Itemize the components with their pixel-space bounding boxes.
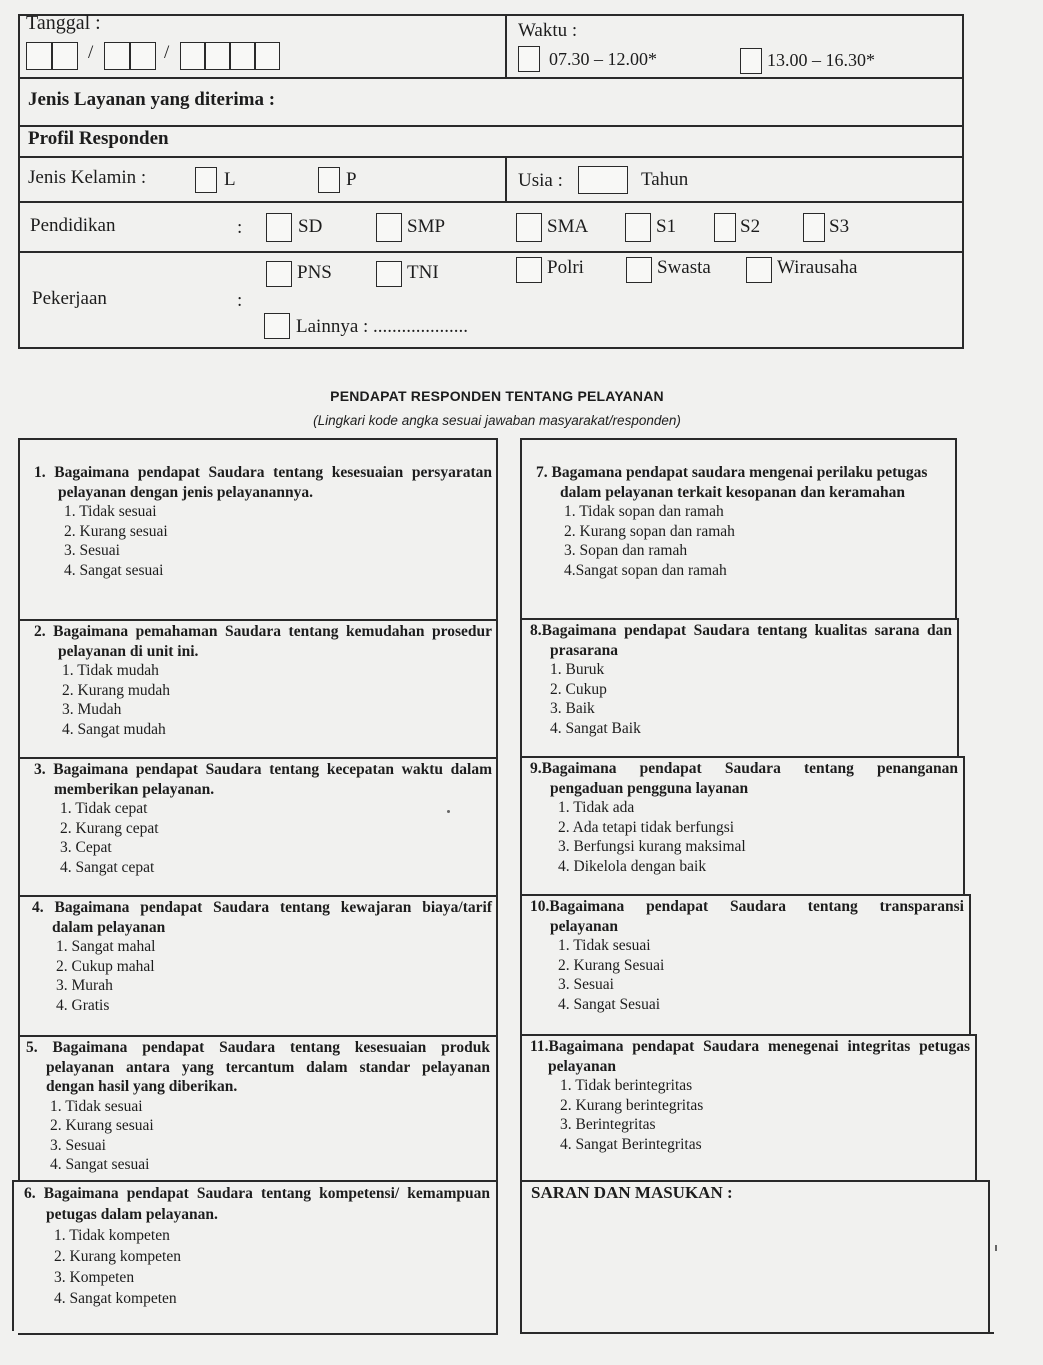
divider	[520, 894, 970, 896]
pekerjaan-pns-label: PNS	[297, 262, 332, 283]
question-7-option-4[interactable]: 4.Sangat sopan dan ramah	[564, 561, 727, 579]
question-3-option-2[interactable]: 2. Kurang cepat	[60, 819, 159, 837]
divider	[520, 618, 958, 620]
question-10-option-1[interactable]: 1. Tidak sesuai	[558, 937, 651, 954]
right-panel-edge	[969, 894, 971, 1034]
right-panel-edge	[975, 1034, 977, 1180]
divider	[520, 1034, 976, 1036]
pekerjaan-swasta-checkbox[interactable]	[626, 257, 652, 283]
question-5-option-2[interactable]: 2. Kurang sesuai	[50, 1117, 154, 1134]
pekerjaan-polri-checkbox[interactable]	[516, 257, 542, 283]
question-3-option-3[interactable]: 3. Cepat	[60, 839, 112, 856]
speck	[447, 810, 450, 813]
question-6	[24, 1183, 490, 1309]
divider	[18, 1035, 496, 1037]
saran-masukan-area[interactable]	[524, 1208, 984, 1328]
question-2-text: 2. Bagaimana pemahaman Saudara tentang kemudahan prosedur pelayanan di unit ini.	[34, 623, 492, 660]
pekerjaan-wirausaha-label: Wirausaha	[777, 257, 858, 278]
divider	[18, 619, 496, 621]
jenis-kelamin-label: Jenis Kelamin :	[28, 167, 147, 188]
speck	[995, 1245, 997, 1251]
divider	[520, 438, 956, 440]
question-6-option-4[interactable]: 4. Sangat kompeten	[54, 1290, 177, 1307]
pendidikan-s3-checkbox[interactable]	[803, 213, 825, 242]
question-1-text: 1. Bagaimana pendapat Saudara tentang kesesuaian persyaratan pelayanan dengan jenis pelayanannya.	[34, 464, 492, 501]
divider	[520, 1332, 994, 1334]
waktu-afternoon-checkbox[interactable]	[740, 48, 762, 74]
pendidikan-smp-checkbox[interactable]	[376, 213, 402, 242]
divider	[505, 156, 507, 201]
question-7-text: 7. Bagamana pendapat saudara mengenai perilaku petugas dalam pelayanan terkait kesopanan dan keramahan	[536, 464, 928, 501]
gender-p-checkbox[interactable]	[318, 167, 340, 193]
question-6-option-1[interactable]: 1. Tidak kompeten	[54, 1227, 170, 1244]
question-5-option-1[interactable]: 1. Tidak sesuai	[50, 1097, 143, 1115]
question-1-option-2[interactable]: 2. Kurang sesuai	[64, 522, 168, 540]
profil-responden-heading: Profil Responden	[28, 128, 169, 149]
gender-l-label: L	[224, 169, 236, 190]
pekerjaan-polri-label: Polri	[547, 257, 584, 278]
question-8-option-2[interactable]: 2. Cukup	[550, 680, 607, 698]
question-10	[530, 897, 964, 1014]
pendidikan-colon: :	[237, 217, 243, 238]
question-3-text: 3. Bagaimana pendapat Saudara tentang kecepatan waktu dalam memberikan pelayanan.	[34, 761, 492, 798]
date-year-box-1[interactable]	[180, 42, 205, 70]
divider	[18, 125, 964, 127]
pendidikan-sd-label: SD	[298, 216, 323, 237]
question-9-text: 9.Bagaimana pendapat Saudara tentang penanganan pengaduan pengguna layanan	[530, 760, 958, 797]
pekerjaan-tni-label: TNI	[407, 262, 439, 283]
waktu-label: Waktu :	[518, 20, 578, 41]
question-9-option-2[interactable]: 2. Ada tetapi tidak berfungsi	[558, 818, 735, 836]
question-8	[530, 621, 952, 738]
date-separator: /	[88, 42, 94, 63]
right-panel-edge	[963, 756, 965, 894]
question-8-option-1[interactable]: 1. Buruk	[550, 661, 605, 678]
question-4-option-3[interactable]: 3. Murah	[56, 977, 113, 994]
gender-p-label: P	[346, 169, 357, 190]
date-month-box-2[interactable]	[130, 42, 156, 70]
question-10-option-3[interactable]: 3. Sesuai	[558, 976, 614, 993]
question-11-text: 11.Bagaimana pendapat Saudara menegenai integritas petugas pelayanan	[530, 1038, 970, 1075]
question-11-option-2[interactable]: 2. Kurang berintegritas	[560, 1096, 704, 1114]
question-9-option-1[interactable]: 1. Tidak ada	[558, 799, 635, 816]
question-1-option-3[interactable]: 3. Sesuai	[64, 542, 120, 559]
pendidikan-s3-label: S3	[829, 216, 850, 237]
tahun-label: Tahun	[641, 169, 689, 190]
left-panel-edge	[12, 1180, 14, 1331]
pendidikan-label: Pendidikan	[30, 215, 116, 236]
date-month-box-1[interactable]	[104, 42, 130, 70]
date-day-box-2[interactable]	[52, 42, 78, 70]
divider	[12, 1180, 496, 1182]
pendidikan-s1-label: S1	[656, 216, 677, 237]
pendidikan-s2-checkbox[interactable]	[714, 213, 736, 242]
question-6-text: 6. Bagaimana pendapat Saudara tentang kompetensi/ kemampuan petugas dalam pelayanan.	[24, 1185, 490, 1223]
question-8-text: 8.Bagaimana pendapat Saudara tentang kualitas sarana dan prasarana	[530, 622, 952, 659]
divider	[18, 895, 496, 897]
question-7-option-1[interactable]: 1. Tidak sopan dan ramah	[564, 503, 724, 520]
question-6-option-2[interactable]: 2. Kurang kompeten	[54, 1248, 181, 1265]
question-7	[536, 463, 950, 580]
question-4-option-4[interactable]: 4. Gratis	[56, 996, 110, 1014]
question-2-option-1[interactable]: 1. Tidak mudah	[62, 662, 159, 679]
survey-subtitle: (Lingkari kode angka sesuai jawaban masyarakat/responden)	[313, 413, 681, 428]
pekerjaan-pns-checkbox[interactable]	[266, 261, 292, 287]
right-panel-edge	[520, 438, 522, 1334]
question-11-option-1[interactable]: 1. Tidak berintegritas	[560, 1077, 693, 1094]
pekerjaan-lainnya-checkbox[interactable]	[264, 313, 290, 339]
question-9-option-4[interactable]: 4. Dikelola dengan baik	[558, 857, 707, 875]
divider	[505, 14, 507, 77]
question-2-option-4[interactable]: 4. Sangat mudah	[62, 720, 166, 738]
pekerjaan-swasta-label: Swasta	[657, 257, 711, 278]
question-11-option-4[interactable]: 4. Sangat Berintegritas	[560, 1135, 702, 1153]
question-4	[32, 898, 492, 1015]
waktu-afternoon-label: 13.00 – 16.30*	[767, 50, 875, 70]
pekerjaan-label: Pekerjaan	[32, 288, 107, 309]
gender-l-checkbox[interactable]	[195, 167, 217, 193]
right-panel-edge	[957, 618, 959, 756]
usia-label: Usia :	[518, 170, 563, 191]
question-1	[34, 463, 492, 580]
question-8-option-4[interactable]: 4. Sangat Baik	[550, 719, 641, 737]
divider	[18, 251, 964, 253]
question-2	[34, 622, 492, 739]
date-separator: /	[164, 42, 170, 63]
waktu-morning-label: 07.30 – 12.00*	[549, 49, 657, 69]
date-year-box-3[interactable]	[230, 42, 255, 70]
tanggal-label: Tanggal :	[26, 12, 101, 34]
date-year-box-2[interactable]	[205, 42, 230, 70]
question-4-option-1[interactable]: 1. Sangat mahal	[56, 938, 156, 955]
question-10-option-4[interactable]: 4. Sangat Sesuai	[558, 995, 661, 1013]
question-3-option-4[interactable]: 4. Sangat cepat	[60, 858, 155, 876]
right-panel-edge	[955, 438, 957, 618]
pekerjaan-colon: :	[237, 290, 243, 311]
question-7-option-3[interactable]: 3. Sopan dan ramah	[564, 542, 688, 559]
question-6-option-3[interactable]: 3. Kompeten	[54, 1269, 135, 1286]
pendidikan-smp-label: SMP	[407, 216, 446, 237]
question-5-text: 5. Bagaimana pendapat Saudara tentang kesesuaian produk pelayanan antara yang tercantum dalam standar pelayanan dengan hasil yang diberikan.	[26, 1039, 490, 1095]
question-9	[530, 759, 958, 876]
pekerjaan-tni-checkbox[interactable]	[376, 261, 402, 287]
pekerjaan-wirausaha-checkbox[interactable]	[746, 257, 772, 283]
date-day-box-1[interactable]	[26, 42, 52, 70]
pendidikan-s1-checkbox[interactable]	[625, 213, 651, 242]
question-4-option-2[interactable]: 2. Cukup mahal	[56, 957, 155, 975]
divider	[520, 1180, 988, 1182]
question-5-option-4[interactable]: 4. Sangat sesuai	[50, 1156, 150, 1173]
question-9-option-3[interactable]: 3. Berfungsi kurang maksimal	[558, 838, 746, 855]
question-11-option-3[interactable]: 3. Berintegritas	[560, 1116, 656, 1133]
question-2-option-2[interactable]: 2. Kurang mudah	[62, 681, 171, 699]
divider	[18, 201, 964, 203]
divider	[18, 77, 964, 79]
pendidikan-sma-checkbox[interactable]	[516, 213, 542, 242]
question-5-option-3[interactable]: 3. Sesuai	[50, 1136, 106, 1154]
question-10-option-2[interactable]: 2. Kurang Sesuai	[558, 956, 665, 974]
question-10-text: 10.Bagaimana pendapat Saudara tentang transparansi pelayanan	[530, 898, 964, 935]
question-4-text: 4. Bagaimana pendapat Saudara tentang kewajaran biaya/tarif dalam pelayanan	[32, 899, 492, 936]
saran-masukan-heading: SARAN DAN MASUKAN :	[531, 1183, 733, 1202]
question-1-option-4[interactable]: 4. Sangat sesuai	[64, 561, 164, 579]
right-panel-edge	[988, 1180, 990, 1332]
question-3-option-1[interactable]: 1. Tidak cepat	[60, 800, 148, 817]
question-11	[530, 1037, 970, 1154]
survey-title: PENDAPAT RESPONDEN TENTANG PELAYANAN	[330, 388, 664, 404]
divider	[18, 757, 496, 759]
left-panel-edge	[18, 438, 20, 1180]
pekerjaan-lainnya-label: Lainnya : ....................	[296, 316, 469, 337]
question-5	[26, 1038, 490, 1175]
pendidikan-sd-checkbox[interactable]	[266, 213, 292, 242]
divider	[18, 156, 964, 158]
date-year-box-4[interactable]	[255, 42, 280, 70]
question-2-option-3[interactable]: 3. Mudah	[62, 701, 122, 718]
divider	[520, 756, 964, 758]
question-7-option-2[interactable]: 2. Kurang sopan dan ramah	[564, 522, 735, 540]
question-8-option-3[interactable]: 3. Baik	[550, 700, 595, 717]
pendidikan-sma-label: SMA	[547, 216, 589, 237]
jenis-layanan-label: Jenis Layanan yang diterima :	[28, 89, 276, 110]
usia-input-box[interactable]	[578, 166, 628, 194]
pendidikan-s2-label: S2	[740, 216, 761, 237]
waktu-morning-checkbox[interactable]	[518, 46, 540, 72]
question-3	[34, 760, 492, 877]
question-1-option-1[interactable]: 1. Tidak sesuai	[64, 503, 157, 520]
